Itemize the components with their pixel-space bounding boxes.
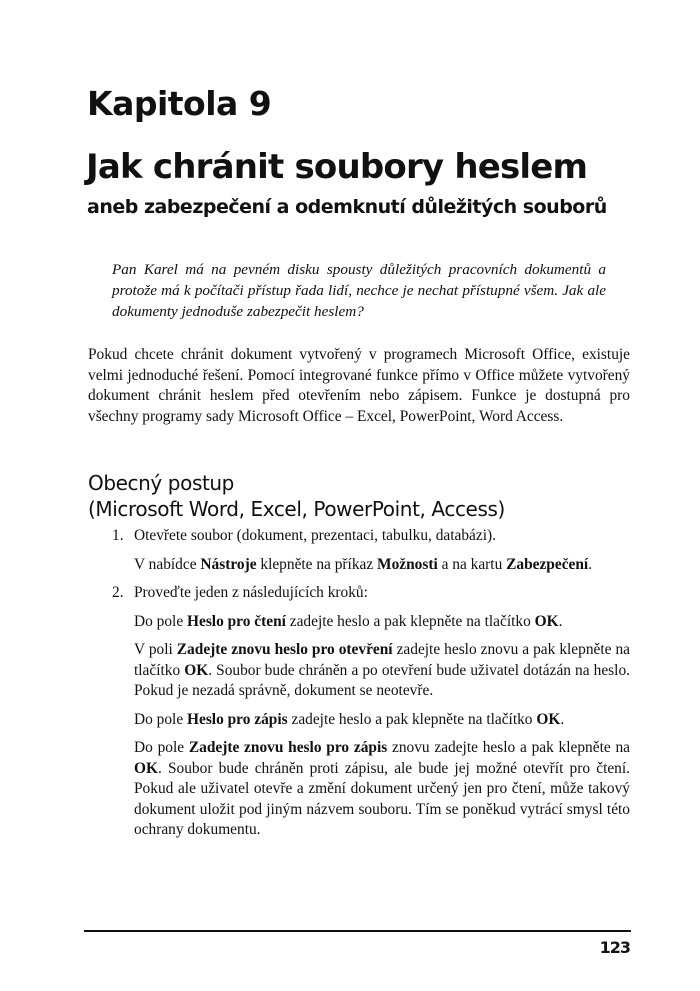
text-run: zadejte heslo a pak klepněte na tlačítko bbox=[287, 710, 537, 728]
step-paragraph bbox=[134, 612, 630, 633]
steps-list bbox=[112, 526, 630, 849]
text-run: . bbox=[588, 555, 593, 573]
chapter-label: Kapitola 9 bbox=[87, 84, 272, 123]
text-run: Do pole bbox=[134, 739, 189, 756]
ui-term: Zadejte znovu heslo pro zápis bbox=[188, 739, 388, 756]
text-run: a na kartu bbox=[437, 555, 507, 573]
text-run: Proveďte jeden z následujících kroků: bbox=[134, 584, 368, 601]
ui-term: Heslo pro čtení bbox=[187, 612, 286, 630]
text-run: zadejte heslo a pak klepněte na tlačítko bbox=[285, 612, 535, 630]
chapter-subtitle: aneb zabezpečení a odemknutí důležitých souborů bbox=[87, 196, 607, 218]
step-body bbox=[134, 583, 630, 841]
step-item bbox=[112, 583, 630, 841]
ui-term: OK bbox=[536, 710, 561, 728]
ui-term: Zadejte znovu heslo pro otevření bbox=[176, 641, 393, 658]
body-paragraph: Pokud chcete chránit dokument vytvořený v programech Microsoft Office, existuje velmi jednoduché řešení. Pomocí integrované funkce přímo v Office můžete vytvořený dokument chránit heslem před otevřením nebo zápisem. Funkce je dostupná pro všechny programy sady Microsoft Office – Excel, PowerPoint, Word Access. bbox=[88, 346, 630, 425]
text-run: . Soubor bude chráněn proti zápisu, ale bude jej možné otevřít pro čtení. Pokud ale uživatel otevře a změní dokument určený jen pro čtení, může takový dokument uložit pod jiným názvem souboru. Tím se poněkud vytrácí smysl této ochrany dokumentu. bbox=[134, 759, 630, 838]
text-run: Do pole bbox=[134, 612, 188, 630]
text-run: . Soubor bude chráněn a po otevření bude uživatel dotázán na heslo. Pokud je nezadá správně, dokument se neotevře. bbox=[134, 661, 630, 699]
step-paragraph bbox=[134, 526, 630, 547]
chapter-title: Jak chránit soubory heslem bbox=[86, 147, 588, 187]
ui-term: Heslo pro zápis bbox=[187, 710, 288, 728]
ui-term: OK bbox=[534, 612, 559, 630]
step-paragraph bbox=[134, 583, 630, 604]
ui-term: Zabezpečení bbox=[506, 555, 589, 573]
step-paragraph bbox=[134, 738, 630, 841]
section-heading-line1: Obecný postup bbox=[88, 471, 234, 495]
step-item bbox=[112, 526, 630, 575]
ui-term: OK bbox=[134, 759, 158, 777]
footer-rule bbox=[84, 930, 631, 932]
ui-term: Nástroje bbox=[200, 555, 257, 573]
text-run: znovu zadejte heslo a pak klepněte na bbox=[387, 739, 630, 756]
page-number: 123 bbox=[599, 938, 630, 957]
step-number: 1. bbox=[112, 527, 124, 544]
text-run: . bbox=[558, 612, 563, 630]
section-heading-line2: (Microsoft Word, Excel, PowerPoint, Access) bbox=[88, 497, 505, 521]
step-paragraph bbox=[134, 640, 630, 702]
text-run: zadejte heslo znovu a pak klepněte na tlačítko bbox=[134, 641, 630, 679]
text-run: Do pole bbox=[134, 710, 188, 728]
ui-term: OK bbox=[184, 661, 209, 679]
step-number: 2. bbox=[112, 584, 124, 601]
section-heading bbox=[88, 470, 505, 522]
step-paragraph bbox=[134, 555, 630, 576]
step-paragraph bbox=[134, 710, 630, 731]
text-run: V nabídce bbox=[134, 555, 201, 573]
text-run: . bbox=[560, 710, 565, 728]
step-body bbox=[134, 526, 630, 575]
text-run: klepněte na příkaz bbox=[256, 555, 378, 573]
intro-paragraph: Pan Karel má na pevném disku spousty důležitých pracovních dokumentů a protože má k počítači přístup řada lidí, nechce je nechat přístupné všem. Jak ale dokumenty jednoduše zabezpečit heslem? bbox=[112, 261, 606, 320]
text-run: V poli bbox=[134, 641, 177, 658]
ui-term: Možnosti bbox=[377, 555, 438, 573]
text-run: Otevřete soubor (dokument, prezentaci, tabulku, databázi). bbox=[134, 527, 496, 544]
